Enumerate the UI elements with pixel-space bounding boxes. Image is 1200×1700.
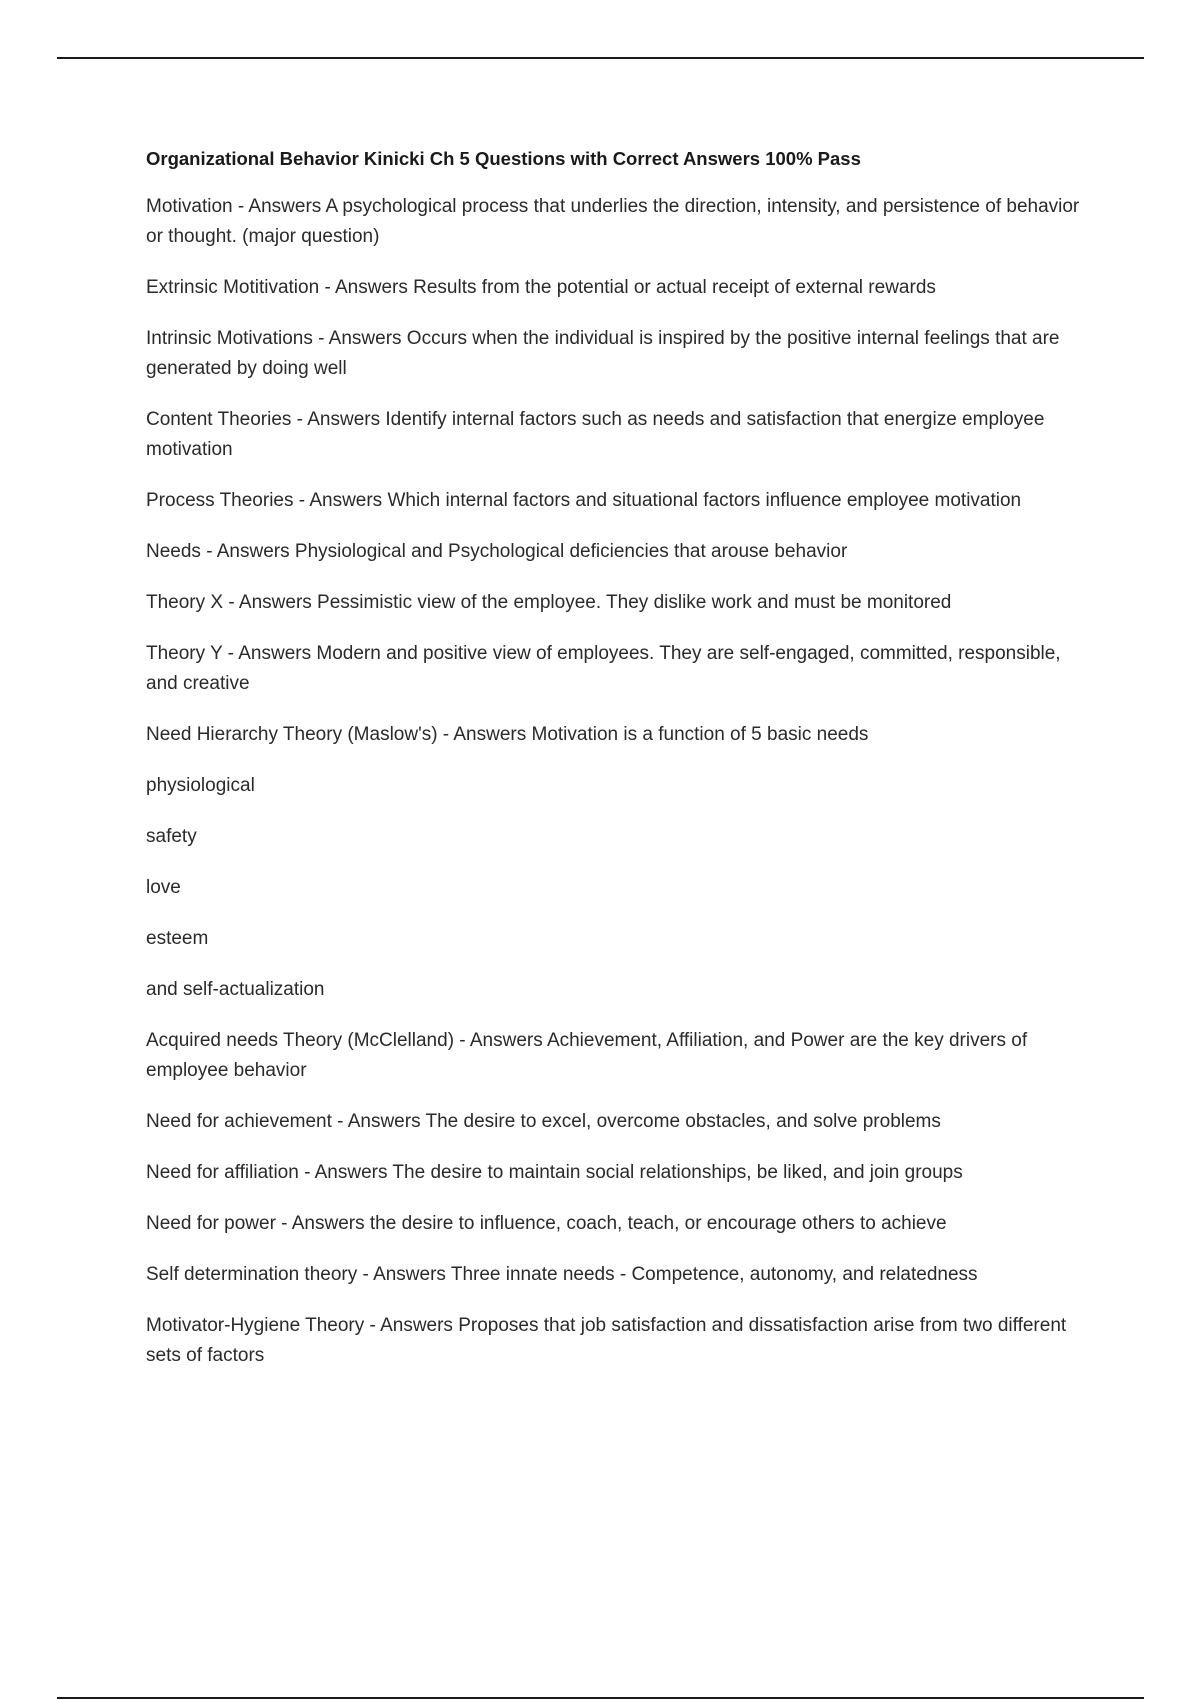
qa-entry: Self determination theory - Answers Three innate needs - Competence, autonomy, and relatedness bbox=[146, 1264, 978, 1285]
qa-entry: esteem bbox=[146, 928, 209, 949]
qa-entry: safety bbox=[146, 826, 197, 847]
qa-entry: Acquired needs Theory (McClelland) - Answers Achievement, Affiliation, and Power are the key drivers of employee behavior bbox=[146, 1030, 1028, 1081]
qa-entry: and self-actualization bbox=[146, 979, 325, 1000]
bottom-rule bbox=[57, 1697, 1144, 1699]
qa-list bbox=[146, 192, 1096, 1371]
qa-entry: Theory Y - Answers Modern and positive view of employees. They are self-engaged, committed, responsible, and creative bbox=[146, 643, 1061, 694]
qa-entry: Need Hierarchy Theory (Maslow's) - Answers Motivation is a function of 5 basic needs bbox=[146, 724, 869, 745]
qa-entry: Theory X - Answers Pessimistic view of the employee. They dislike work and must be monitored bbox=[146, 592, 952, 613]
qa-entry: Need for affiliation - Answers The desire to maintain social relationships, be liked, and join groups bbox=[146, 1162, 963, 1183]
qa-entry: Content Theories - Answers Identify internal factors such as needs and satisfaction that energize employee motivation bbox=[146, 409, 1045, 460]
qa-entry: Process Theories - Answers Which internal factors and situational factors influence employee motivation bbox=[146, 490, 1022, 511]
document-title: Organizational Behavior Kinicki Ch 5 Questions with Correct Answers 100% Pass bbox=[146, 148, 861, 169]
qa-entry: physiological bbox=[146, 775, 255, 796]
document-body bbox=[146, 146, 1096, 1392]
qa-entry: Motivator-Hygiene Theory - Answers Proposes that job satisfaction and dissatisfaction arise from two different sets of factors bbox=[146, 1315, 1067, 1366]
qa-entry: Motivation - Answers A psychological process that underlies the direction, intensity, and persistence of behavior or thought. (major question) bbox=[146, 196, 1080, 247]
qa-entry: Needs - Answers Physiological and Psychological deficiencies that arouse behavior bbox=[146, 541, 848, 562]
qa-entry: Intrinsic Motivations - Answers Occurs when the individual is inspired by the positive internal feelings that are generated by doing well bbox=[146, 328, 1060, 379]
qa-entry: love bbox=[146, 877, 181, 898]
qa-entry: Need for power - Answers the desire to influence, coach, teach, or encourage others to achieve bbox=[146, 1213, 947, 1234]
qa-entry: Need for achievement - Answers The desire to excel, overcome obstacles, and solve problems bbox=[146, 1111, 941, 1132]
qa-entry: Extrinsic Motitivation - Answers Results from the potential or actual receipt of external rewards bbox=[146, 277, 936, 298]
top-rule bbox=[57, 57, 1144, 59]
